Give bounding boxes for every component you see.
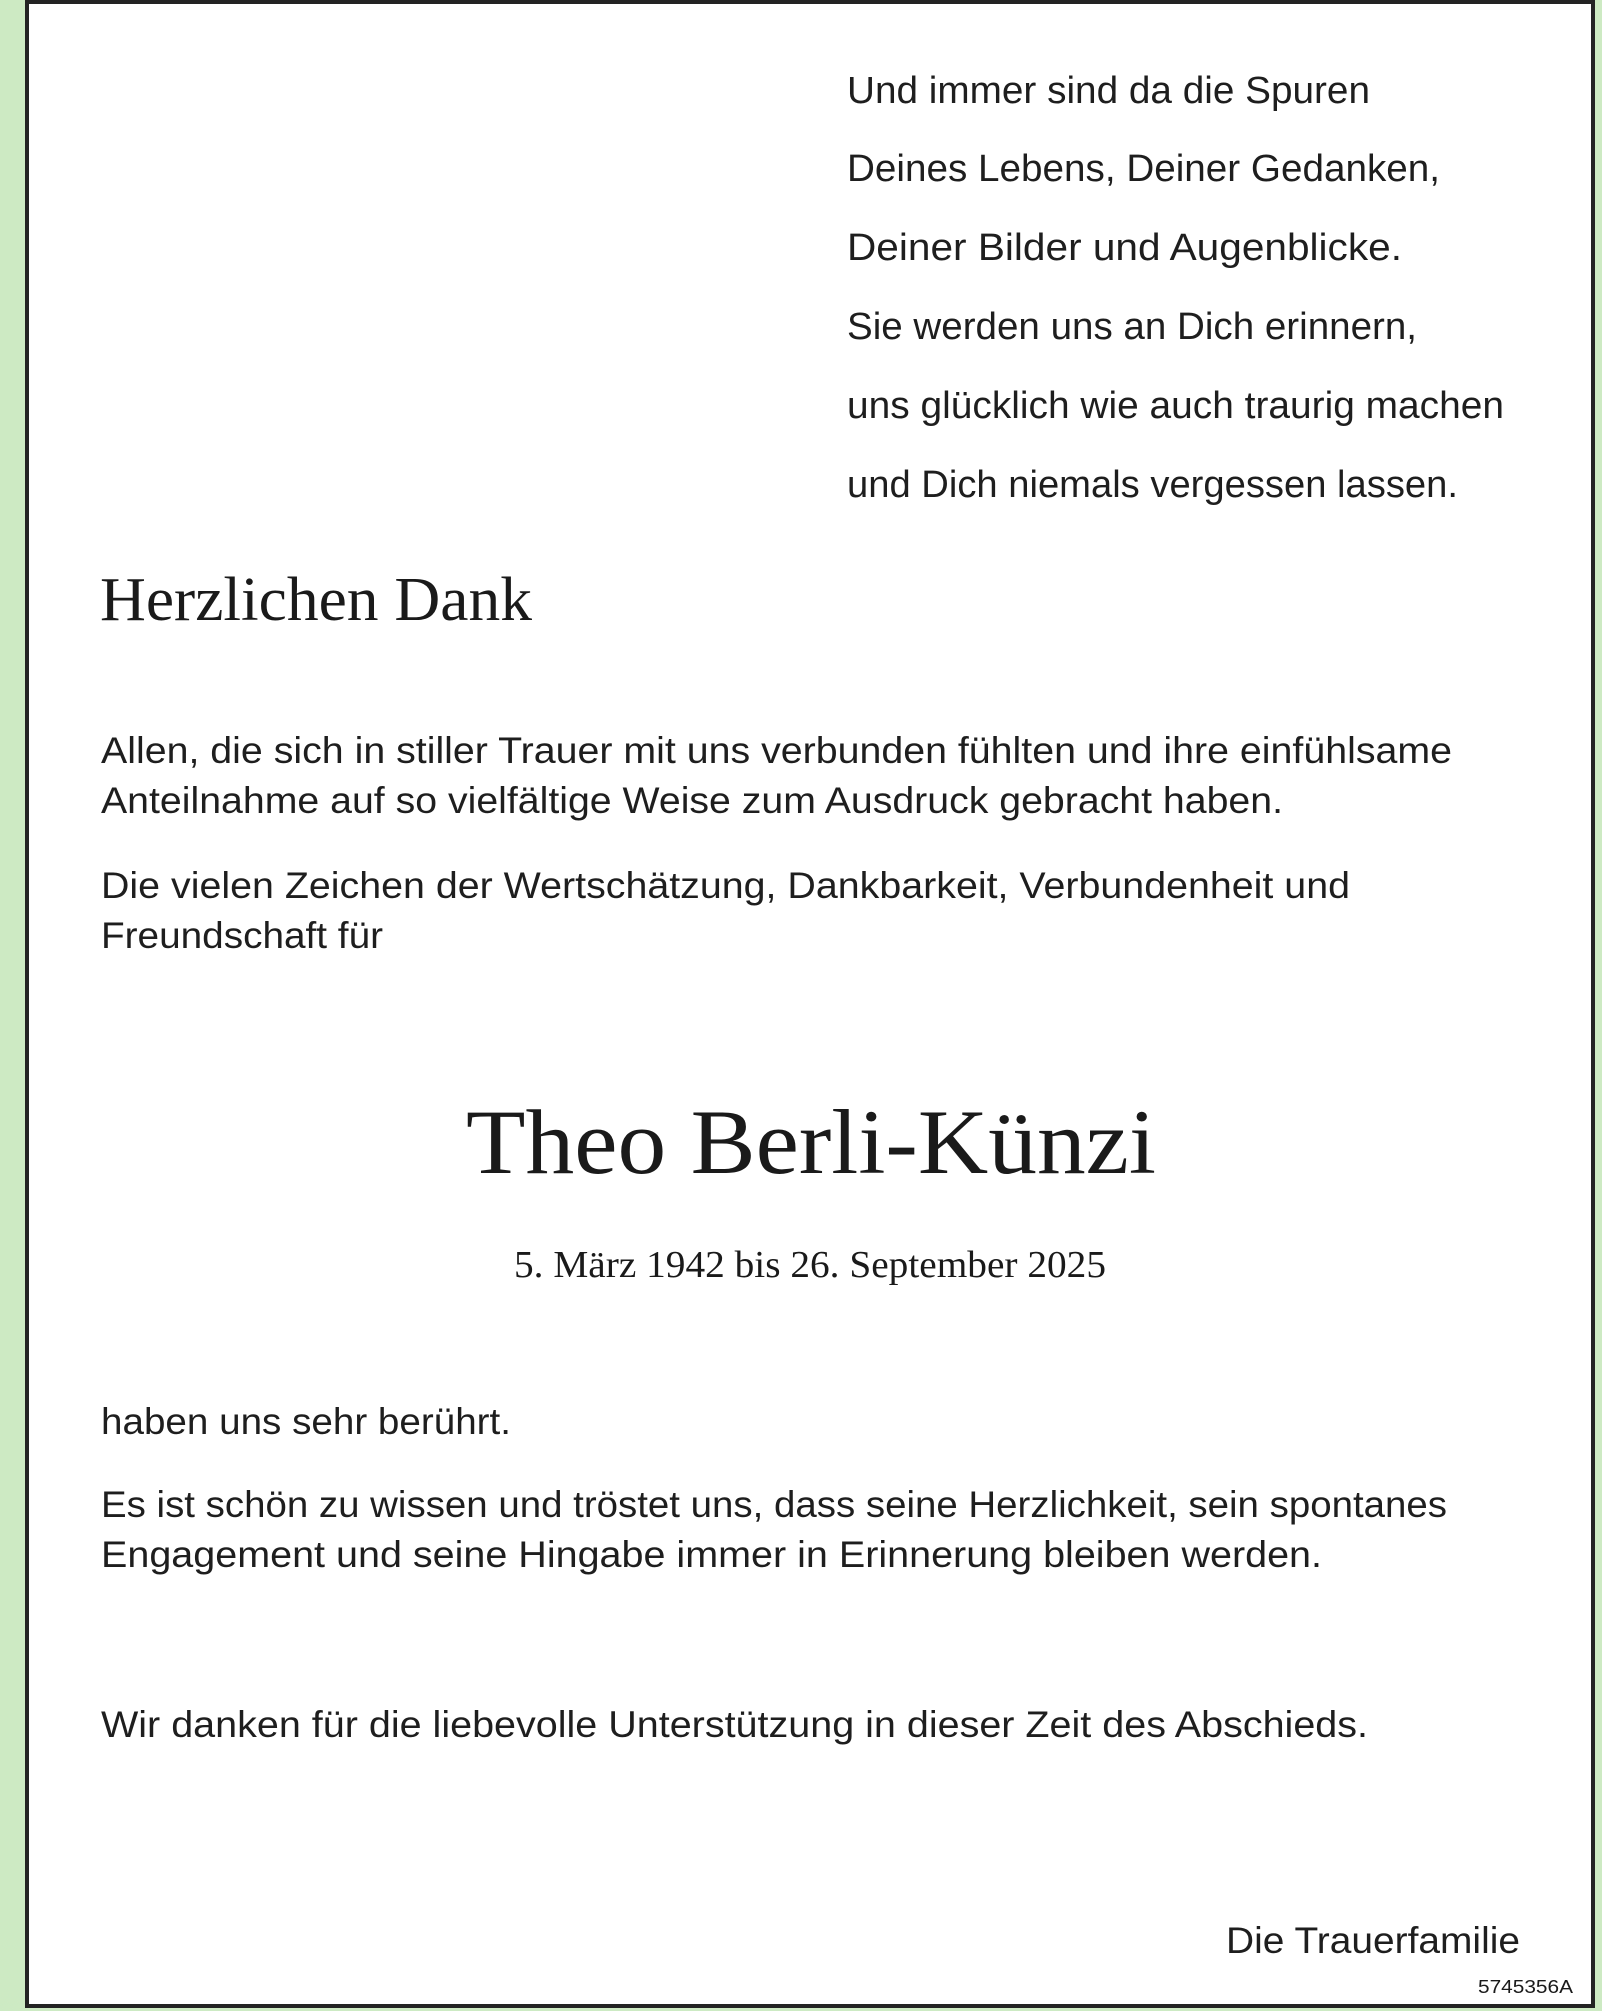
deceased-name: Theo Berli-Künzi [466, 1091, 1156, 1193]
life-dates: 5. März 1942 bis 26. September 2025 [514, 1244, 1106, 1286]
thanks-line: Wir danken für die liebevolle Unterstützung in dieser Zeit des Abschieds. [101, 1704, 1368, 1745]
poem-line: Deines Lebens, Deiner Gedanken, [847, 148, 1440, 190]
paragraph-line: haben uns sehr berührt. [101, 1401, 511, 1442]
paragraph-line: Es ist schön zu wissen und tröstet uns, dass seine Herzlichkeit, sein spontanes [101, 1484, 1447, 1525]
poem-line: Und immer sind da die Spuren [847, 70, 1370, 112]
closing-text [101, 1401, 1447, 1745]
poem-line: uns glücklich wie auch traurig machen [847, 385, 1504, 427]
paragraph-line: Freundschaft für [101, 915, 383, 956]
heading-thanks: Herzlichen Dank [100, 566, 532, 634]
poem [847, 70, 1504, 506]
paragraph-line: Allen, die sich in stiller Trauer mit uns verbunden fühlten und ihre einfühlsame [101, 730, 1452, 771]
intro-text [101, 730, 1452, 956]
reference-number: 5745356A [1478, 1977, 1573, 1997]
paragraph-line: Engagement und seine Hingabe immer in Erinnerung bleiben werden. [101, 1534, 1322, 1575]
signature: Die Trauerfamilie [1226, 1920, 1520, 1961]
poem-line: Deiner Bilder und Augenblicke. [847, 227, 1402, 269]
paragraph-line: Anteilnahme auf so vielfältige Weise zum Ausdruck gebracht haben. [101, 780, 1283, 821]
poem-line: Sie werden uns an Dich erinnern, [847, 306, 1417, 348]
poem-line: und Dich niemals vergessen lassen. [847, 464, 1458, 506]
paragraph-line: Die vielen Zeichen der Wertschätzung, Dankbarkeit, Verbundenheit und [101, 865, 1350, 906]
